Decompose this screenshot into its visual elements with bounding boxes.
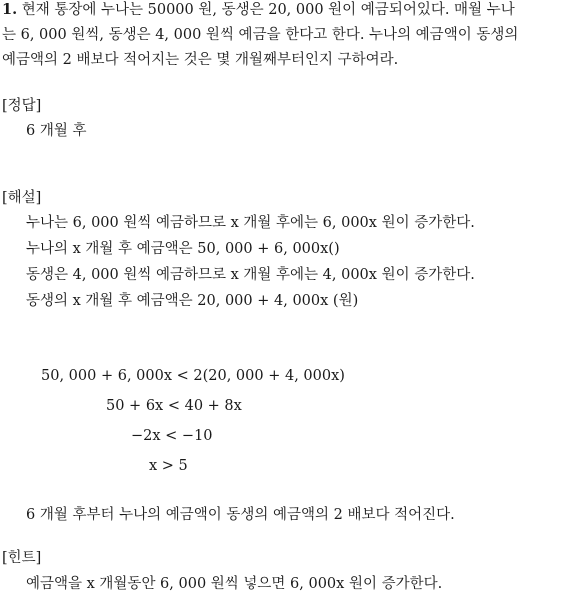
explanation-line-4: 동생의 x 개월 후 예금액은 20, 000 + 4, 000x (원)	[26, 293, 359, 309]
problem-line-3: 예금액의 2 배보다 적어지는 것은 몇 개월째부터인지 구하여라.	[2, 52, 399, 68]
explanation-line-2: 누나의 x 개월 후 예금액은 50, 000 + 6, 000x()	[26, 241, 340, 257]
explanation-line-3: 동생은 4, 000 원씩 예금하므로 x 개월 후에는 4, 000x 원이 증가한다.	[26, 267, 475, 283]
math-step-3: −2x < −10	[131, 428, 213, 444]
explanation-heading: [해설]	[2, 190, 42, 206]
math-step-2: 50 + 6x < 40 + 8x	[106, 398, 242, 414]
hint-heading: [힌트]	[2, 550, 42, 566]
answer-heading: [정답]	[2, 98, 42, 114]
problem-number: 1.	[2, 1, 18, 18]
problem-text-1: 현재 통장에 누나는 50000 원, 동생은 20, 000 원이 예금되어있다. 매월 누나	[21, 2, 515, 18]
explanation-line-1: 누나는 6, 000 원씩 예금하므로 x 개월 후에는 6, 000x 원이 증가한다.	[26, 215, 475, 231]
problem-line-1	[2, 0, 515, 20]
problem-line-2: 는 6, 000 원씩, 동생은 4, 000 원씩 예금을 한다고 한다. 누나의 예금액이 동생의	[2, 27, 519, 43]
math-step-1: 50, 000 + 6, 000x < 2(20, 000 + 4, 000x)	[41, 368, 345, 384]
explanation-conclusion: 6 개월 후부터 누나의 예금액이 동생의 예금액의 2 배보다 적어진다.	[26, 507, 455, 523]
math-step-4: x > 5	[149, 458, 188, 474]
answer-text: 6 개월 후	[26, 123, 87, 139]
hint-text: 예금액을 x 개월동안 6, 000 원씩 넣으면 6, 000x 원이 증가한다.	[26, 576, 443, 592]
